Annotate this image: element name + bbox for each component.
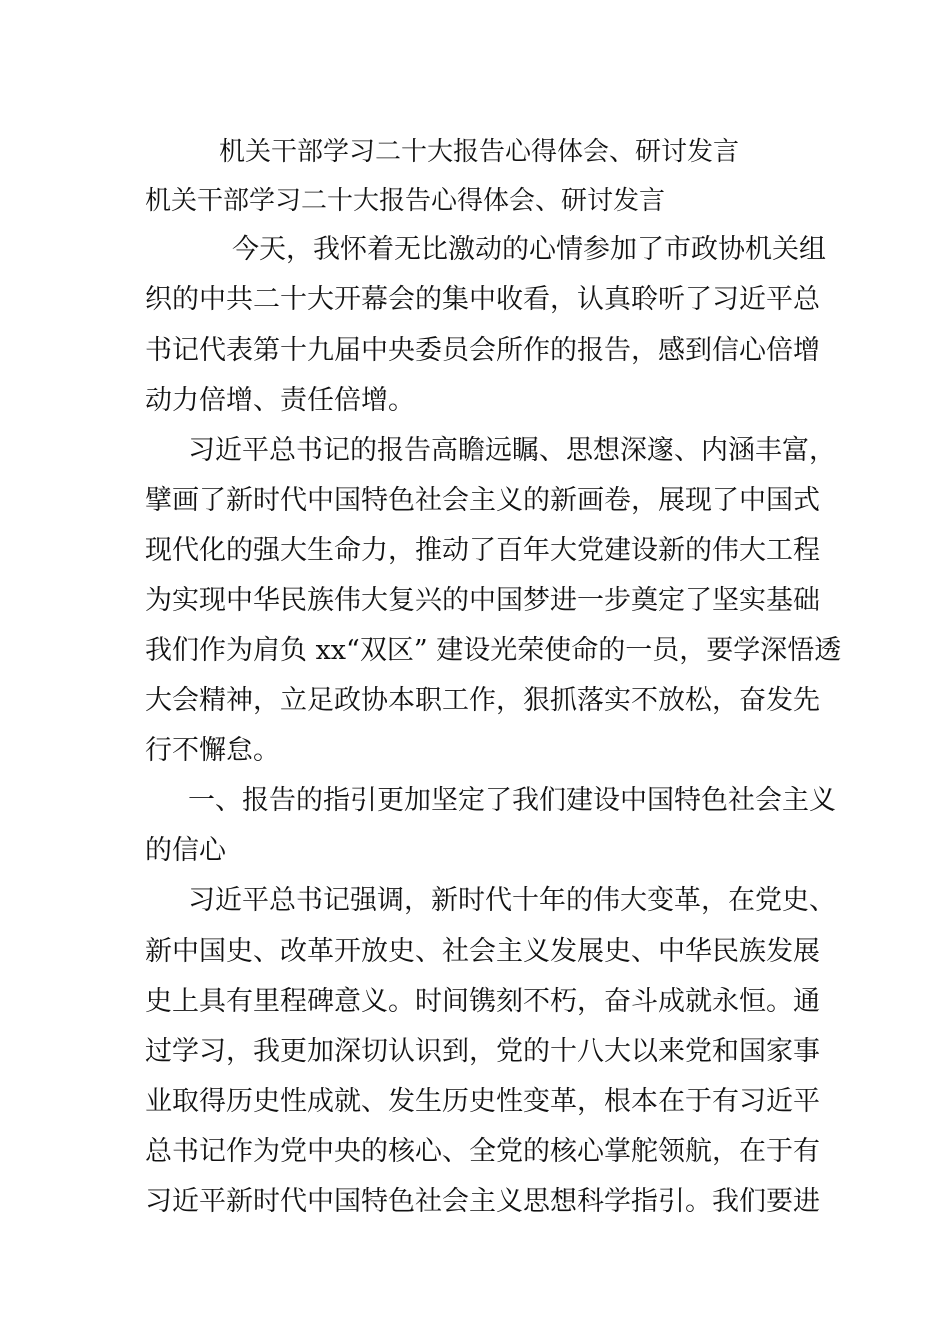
paragraph-line: 今天，我怀着无比激动的心情参加了市政协机关组 xyxy=(232,234,826,265)
paragraph-line: 史上具有里程碑意义。时间镌刻不朽，奋斗成就永恒。通 xyxy=(145,986,820,1017)
paragraph-line: 行不懈怠。 xyxy=(145,735,280,766)
paragraph-line: 织的中共二十大开幕会的集中收看，认真聆听了习近平总 xyxy=(145,284,820,315)
paragraph-line: 书记代表第十九届中央委员会所作的报告，感到信心倍增 xyxy=(145,335,820,366)
section-heading-continued: 的信心 xyxy=(145,835,226,866)
paragraph-line: 我们作为肩负 xx“双区” 建设光荣使命的一员，要学深悟透 xyxy=(145,635,842,666)
paragraph-line: 新中国史、改革开放史、社会主义发展史、中华民族发展 xyxy=(145,936,820,967)
paragraph-line: 现代化的强大生命力，推动了百年大党建设新的伟大工程 xyxy=(145,535,820,566)
paragraph-line: 业取得历史性成就、发生历史性变革，根本在于有习近平 xyxy=(145,1086,820,1117)
section-heading: 一、报告的指引更加坚定了我们建设中国特色社会主义 xyxy=(188,785,836,816)
paragraph-line: 擘画了新时代中国特色社会主义的新画卷，展现了中国式 xyxy=(145,485,820,516)
document-subtitle: 机关干部学习二十大报告心得体会、研讨发言 xyxy=(145,186,666,216)
paragraph-line: 动力倍增、责任倍增。 xyxy=(145,385,415,416)
paragraph-line: 习近平总书记的报告高瞻远瞩、思想深邃、内涵丰富， xyxy=(188,435,836,466)
paragraph-line: 为实现中华民族伟大复兴的中国梦进一步奠定了坚实基础 xyxy=(145,585,820,616)
paragraph-line: 过学习，我更加深切认识到，党的十八大以来党和国家事 xyxy=(145,1036,820,1067)
paragraph-line: 大会精神，立足政协本职工作，狠抓落实不放松，奋发先 xyxy=(145,685,820,716)
paragraph-line: 习近平新时代中国特色社会主义思想科学指引。我们要进 xyxy=(145,1186,820,1217)
document-title: 机关干部学习二十大报告心得体会、研讨发言 xyxy=(219,137,740,167)
paragraph-line: 习近平总书记强调，新时代十年的伟大变革，在党史、 xyxy=(188,885,836,916)
paragraph-line: 总书记作为党中央的核心、全党的核心掌舵领航，在于有 xyxy=(145,1136,820,1167)
